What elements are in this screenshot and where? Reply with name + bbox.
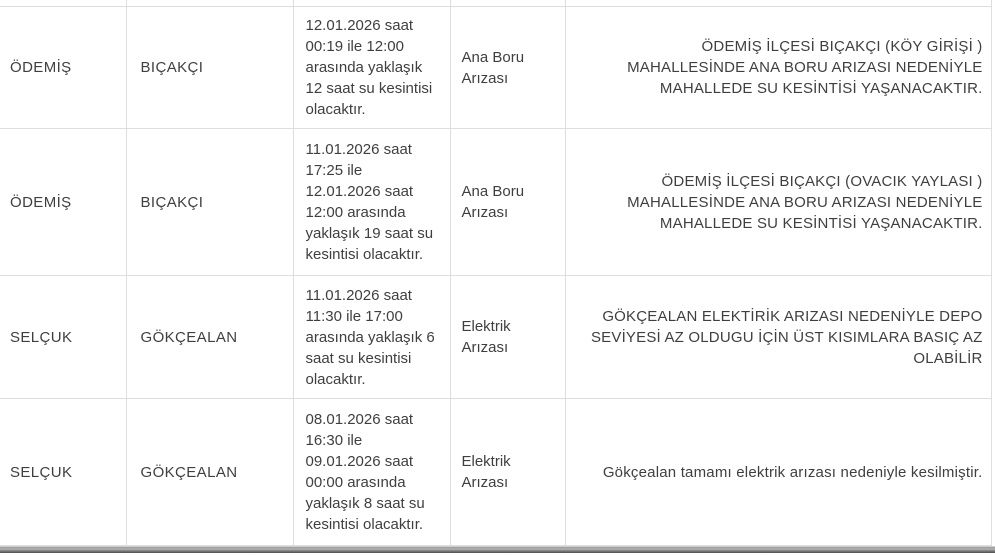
cell-description: ÖDEMİŞ İLÇESİ BIÇAKÇI (OVACIK YAYLASI ) MAHALLESİNDE ANA BORU ARIZASI NEDENİYLE MAHALLEDE SU KESİNTİSİ YAŞANACAKTIR. bbox=[565, 129, 991, 276]
table-row bbox=[0, 7, 991, 129]
cell-district: ÖDEMİŞ bbox=[0, 7, 126, 129]
cell-duration: 11.01.2026 saat 11:30 ile 17:00 arasında yaklaşık 6 saat su kesintisi olacaktır. bbox=[293, 276, 450, 399]
cell-duration: 11.01.2026 saat 17:25 ile 12.01.2026 saat 12:00 arasında yaklaşık 19 saat su kesintisi olacaktır. bbox=[293, 129, 450, 276]
cell-description: ÖDEMİŞ İLÇESİ BIÇAKÇI (KÖY GİRİŞİ ) MAHALLESİNDE ANA BORU ARIZASI NEDENİYLE MAHALLEDE SU KESİNTİSİ YAŞANACAKTIR. bbox=[565, 7, 991, 129]
cell-issue-type: Ana Boru Arızası bbox=[450, 7, 565, 129]
horizontal-scrollbar[interactable] bbox=[0, 546, 995, 553]
cell-district: ÖDEMİŞ bbox=[0, 129, 126, 276]
cell-duration: 12.01.2026 saat 00:19 ile 12:00 arasında yaklaşık 12 saat su kesintisi olacaktır. bbox=[293, 7, 450, 129]
cell-neighborhood: GÖKÇEALAN bbox=[126, 276, 293, 399]
cell-description: GÖKÇEALAN ELEKTİRİK ARIZASI NEDENİYLE DEPO SEVİYESİ AZ OLDUGU İÇİN ÜST KISIMLARA BASIÇ AZ OLABİLİR bbox=[565, 276, 991, 399]
cell-neighborhood: GÖKÇEALAN bbox=[126, 399, 293, 546]
table-row bbox=[0, 129, 991, 276]
cell-neighborhood: BIÇAKÇI bbox=[126, 7, 293, 129]
cell-issue-type: Elektrik Arızası bbox=[450, 399, 565, 546]
cell-district: SELÇUK bbox=[0, 276, 126, 399]
cell-issue-type: Elektrik Arızası bbox=[450, 276, 565, 399]
table-row bbox=[0, 399, 991, 546]
cell-district: SELÇUK bbox=[0, 399, 126, 546]
cell-description: Gökçealan tamamı elektrik arızası nedeniyle kesilmiştir. bbox=[565, 399, 991, 546]
cell-duration: 08.01.2026 saat 16:30 ile 09.01.2026 saat 00:00 arasında yaklaşık 8 saat su kesintisi olacaktır. bbox=[293, 399, 450, 546]
table-row bbox=[0, 276, 991, 399]
cell-neighborhood: BIÇAKÇI bbox=[126, 129, 293, 276]
cell-issue-type: Ana Boru Arızası bbox=[450, 129, 565, 276]
